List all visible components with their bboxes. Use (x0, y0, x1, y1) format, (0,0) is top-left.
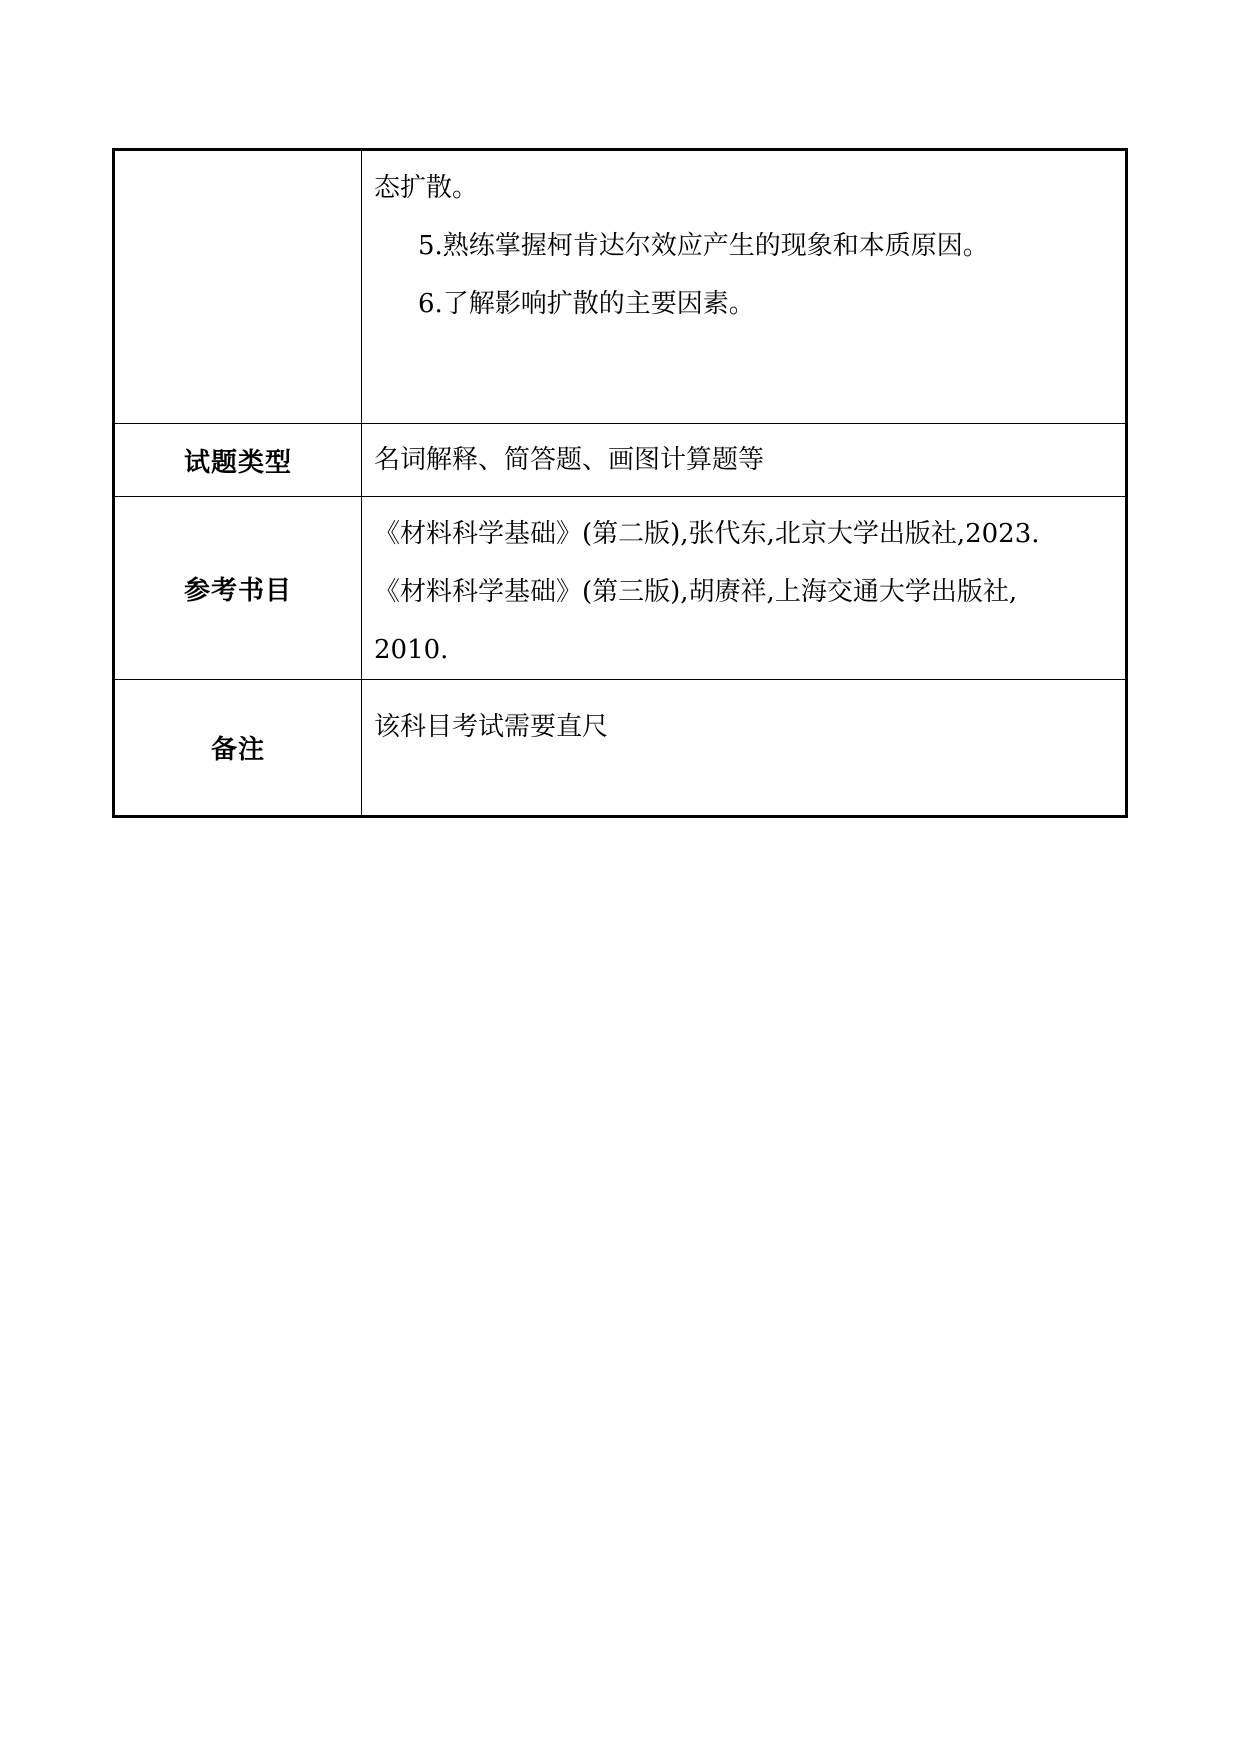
reference-line: 《材料科学基础》(第三版),胡赓祥,上海交通大学出版社, (374, 577, 1018, 607)
row-label-empty (114, 150, 362, 424)
syllabus-table (112, 148, 1128, 818)
reference-books-label: 参考书目 (114, 497, 362, 680)
remarks-value: 该科目考试需要直尺 (362, 680, 1127, 817)
table-row (114, 424, 1127, 497)
content-line: 6.了解影响扩散的主要因素。 (418, 289, 755, 319)
table-row (114, 150, 1127, 424)
remarks-label: 备注 (114, 680, 362, 817)
diffusion-requirements-cell (362, 150, 1127, 424)
question-type-value: 名词解释、简答题、画图计算题等 (362, 424, 1127, 497)
content-line: 态扩散。 (374, 173, 479, 203)
reference-books-cell (362, 497, 1127, 680)
table-row (114, 497, 1127, 680)
question-type-label: 试题类型 (114, 424, 362, 497)
table-row (114, 680, 1127, 817)
reference-line: 《材料科学基础》(第二版),张代东,北京大学出版社,2023. (374, 519, 1040, 549)
reference-line: 2010. (374, 635, 449, 665)
content-line: 5.熟练掌握柯肯达尔效应产生的现象和本质原因。 (418, 231, 989, 261)
